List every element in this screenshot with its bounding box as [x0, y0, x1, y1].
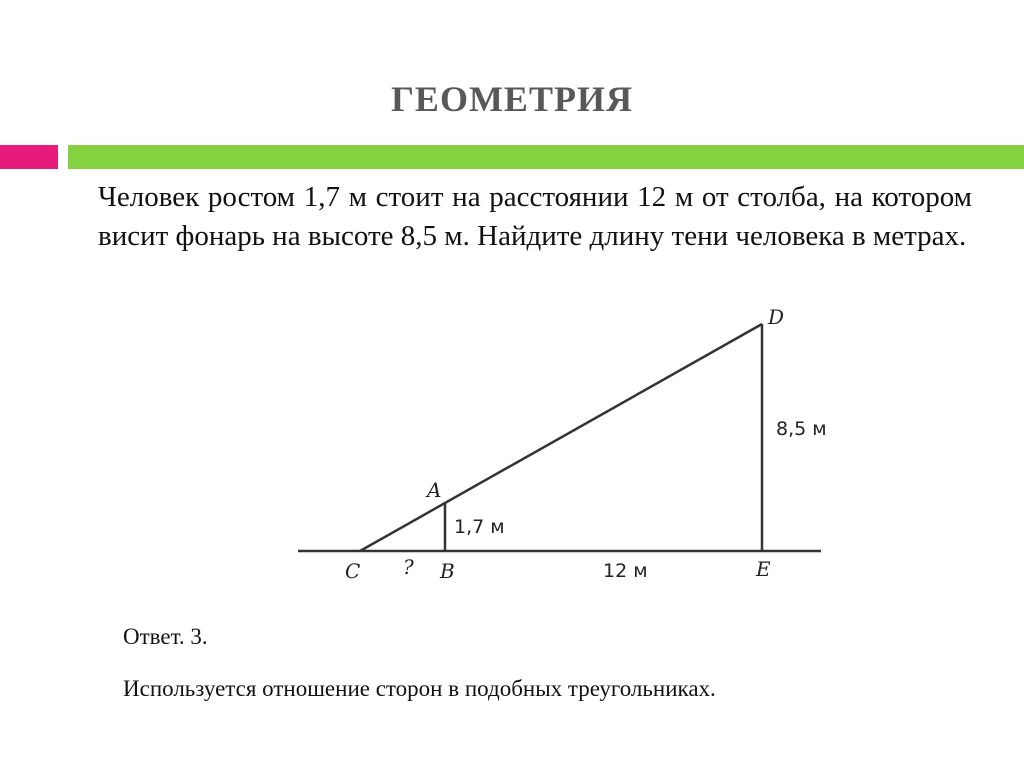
person-height-label: 1,7 м	[454, 516, 505, 538]
point-label-e: E	[756, 557, 771, 581]
light-ray-line	[360, 324, 762, 551]
answer-text: Ответ. 3.	[123, 624, 208, 649]
point-label-c: C	[345, 559, 361, 583]
slide-title: ГЕОМЕТРИЯ	[391, 79, 633, 119]
problem-text: Человек ростом 1,7 м стоит на расстоянии 12 м от столба, на котором висит фонарь на высоте 8,5 м. Найдите длину тени человека в метрах.	[98, 181, 972, 252]
answer-explanation: Используется отношение сторон в подобных треугольниках.	[123, 676, 716, 701]
distance-label: 12 м	[603, 560, 648, 582]
point-label-a: A	[427, 478, 442, 502]
point-label-d: D	[768, 305, 785, 329]
point-label-b: B	[440, 559, 455, 583]
unknown-shadow-label: ?	[403, 555, 414, 579]
pole-height-label: 8,5 м	[776, 418, 827, 440]
